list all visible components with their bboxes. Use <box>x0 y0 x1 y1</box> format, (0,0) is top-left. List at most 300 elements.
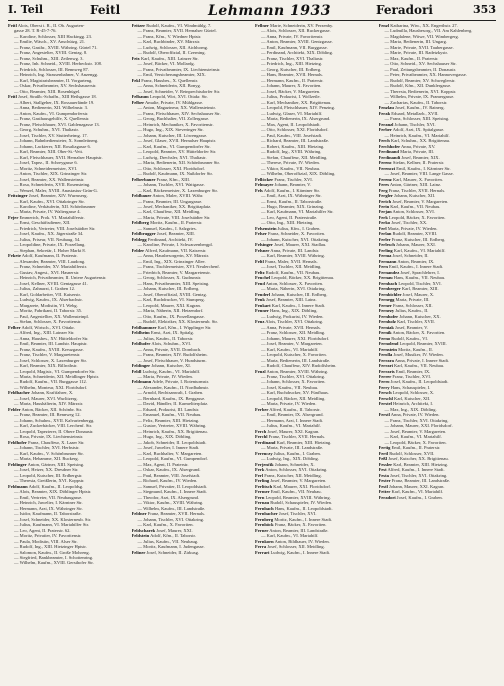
directory-subentry: — Franz, Beamter, III. Rennweg 12. <box>14 412 81 418</box>
entry-surname: Ferl <box>255 472 264 478</box>
entry-details: Emil, Kaufm., I. Kärntner Str. <box>395 165 451 171</box>
directory-subentry: — Max, Kaufm., II. Praterstr. <box>384 55 439 61</box>
entry-surname: Ferenczi <box>378 165 396 171</box>
directory-subentry: — Theodor, Arzt, IX. Alsergrund. <box>137 494 200 500</box>
directory-subentry: — Magdalene, Witwe, VII. Wimbergerg. <box>384 33 459 39</box>
directory-subentry: — Leopold, Kaufm., VI. Gumpendorf. <box>137 456 209 462</box>
directory-subentry: — Karl, Chauffeur, XII. Meidling. <box>137 209 201 215</box>
entry-surname: Feldmann <box>131 379 152 385</box>
directory-subentry: — Emil, Vertreter, VII. Neubaugasse. <box>14 494 83 500</box>
directory-subentry: — Therese, Private, IV. Wieden. <box>261 160 320 166</box>
entry-details: Alois, Tischler, XVI. Ottakring. <box>264 319 324 325</box>
entry-surname: Ferma <box>378 253 392 259</box>
directory-subentry: — Maria, Private, III. Landstraße. <box>261 445 324 451</box>
entry-surname: Fenkart <box>255 302 271 308</box>
entry-details: Eduard, Metallarb., XVII. <box>390 110 439 116</box>
directory-subentry: — Gustav, Angest., XVI. Hasnerstr. <box>14 269 80 275</box>
entry-details: Adolf, Kaufm., I. Kärntner Str. <box>262 187 320 193</box>
directory-subentry: — Josef, Oberoffizial, XVIII. Gentzg. <box>137 291 207 297</box>
directory-subentry: — Karl, Kaufmann, VI. Mariahilfer Str. <box>261 209 334 215</box>
directory-subentry: — Josef, Beamter, VIII. Lange Gasse. <box>384 171 454 177</box>
entry-surname: Fester <box>378 478 391 484</box>
entry-surname: Feldner <box>131 511 147 517</box>
directory-subentry: — Ludwig, Drechsler, XVI. Thaliastr. <box>137 154 207 160</box>
entry-surname: Fekl <box>131 77 141 83</box>
directory-subentry: — Heinrich, Juwelier, I. Kärntner Str. <box>14 500 83 506</box>
directory-subentry: — Isidor, Kaufmann, II. Taborstraße. <box>14 511 82 517</box>
directory-subentry: — Julius, Prokurist, I. Wollzeile. <box>261 94 321 100</box>
entry-surname: Fenchel <box>255 275 271 281</box>
entry-surname: Ferchhofer <box>378 143 401 149</box>
directory-subentry: — Franz, Tischler, XVI. Ottakring. <box>384 417 449 423</box>
entry-details: Leopold, Beamter, XVIII. Währing. <box>264 494 331 500</box>
entry-details: Franz, Kutscher, III. Erdberg. <box>390 236 446 242</box>
entry-details: Josef, Maurer, XXI. Stadlau. <box>272 242 327 248</box>
directory-subentry: — Theresia, Bedienerin, XVI. Koppstr. <box>384 88 457 94</box>
directory-subentry: — Georg, Kutscher, III. Erdberg. <box>261 66 322 72</box>
entry-details: Johann, Kutscher, XII. <box>392 193 436 199</box>
directory-subentry: — Max, Agent, II. Leopoldstadt. <box>261 121 321 127</box>
entry-details: Karl, Beamter, XIII. Hietzing. <box>275 439 332 445</box>
directory-subentry: — Johann, Tischler, XVI. Ottakring. <box>137 516 205 522</box>
entry-details: Anton, Gärtner, XIII. Lainz. <box>389 182 442 188</box>
entry-details: Alfred, Kaufmann, VII. Kaiserstr. <box>144 247 207 253</box>
directory-subentry: — Johann, Tischler, XVI. Herbststr. <box>14 445 80 451</box>
entry-details: Franz, Tischler, XVII. Hernals. <box>267 434 326 440</box>
entry-surname: Ferler <box>378 236 391 242</box>
directory-subentry: — Moritz, Privatier, IV. Favoritenstr. <box>14 533 82 539</box>
entry-details: Adolf, Kaufm., II. Leopoldsg. <box>27 483 84 489</box>
entry-details: Julius, Kfm., I. Graben. <box>276 225 321 231</box>
directory-subentry: — Hans, Beamter, XVII. Hernals. <box>261 72 323 78</box>
directory-subentry: — Franz, Gasthausgehilfe, X. Quellenstr. <box>14 116 90 122</box>
header-rule <box>8 20 496 21</box>
entry-surname: Fessler <box>378 461 393 467</box>
entry-surname: Fernau <box>378 275 393 281</box>
directory-subentry: — Emil, Beamter, III. Landstr. Hauptstr. <box>14 341 88 347</box>
directory-subentry: — Heinrich, Kaufm., XX. Brigittenau. <box>137 428 208 434</box>
entry-details: Karl, Kaufm., VII. Neubau. <box>392 363 445 369</box>
entry-surname: Fenz <box>255 319 265 325</box>
directory-subentry: — Rudolf, Oberoffizial, II. Czerning. <box>137 50 206 56</box>
directory-subentry: — Wilhelm, Kaufm., XVIII. Gersthofer Str. <box>14 560 94 566</box>
entry-details: Josef, Schneider, II. Zirkusg. <box>145 549 200 555</box>
directory-subentry: — Josef, Beamter, V. Margareten. <box>261 341 323 347</box>
entry-details: Josef, Schneider, II. <box>391 253 429 259</box>
directory-columns <box>8 23 498 682</box>
entry-surname: Fermer <box>255 489 270 495</box>
entry-details: Adolf, Kfm., II. Taborstr. <box>149 533 196 539</box>
directory-subentry: — Hans, Privatbeamter, XIII. Speising. <box>137 280 210 286</box>
directory-subentry: — Maria, Hebamme, XII. Ruckerg. <box>14 456 79 462</box>
entry-surname: Fersch <box>378 390 392 396</box>
entry-surname: Felsinger <box>255 242 273 248</box>
entry-details: Anton, Bäcker, X. Favoriten. <box>391 330 446 336</box>
entry-details: Josef, Sprachlehrer, I. <box>399 269 440 275</box>
directory-subentry: — Ernst, Geschäftsdiener, XII. <box>14 220 71 226</box>
entry-details: Julius, Kaufm., II. <box>394 308 429 314</box>
entry-details: Anton, Schlosser, XVI. Ottakring. <box>264 467 328 473</box>
entry-details: Katharina, Wtw., XX. Engerthstr. 27. <box>389 23 458 28</box>
directory-subentry: — Hugo, Beamter, XIX. Grinzing. <box>261 203 325 209</box>
entry-details: Maria, Private, III. <box>398 149 435 155</box>
directory-subentry: — Maria, Private, IV. Wieden. <box>261 401 317 407</box>
entry-details: Karl, Kaufm., VI. Mariahilf. <box>392 247 446 253</box>
directory-subentry: — Friedrich, Schlosser, III. Rennweg 87. <box>14 66 89 72</box>
entry-details: Hans, Kaufm., VII. Neubau. <box>392 275 446 281</box>
entry-details: Hans, Ing., XIX. Döbling. <box>268 308 318 314</box>
entry-details: Karl, Maurer, X. Favoriten. <box>391 176 443 182</box>
directory-subentry: — Karl, Beamter, XVIII. Währing. <box>261 253 325 259</box>
directory-subentry: — Karl, Kaufm., VI. Gumpendorfer Str. <box>137 143 211 149</box>
column-2 <box>132 23 252 682</box>
directory-subentry: — Maria, Bedienerin, IX. Alsergrund. <box>261 116 331 122</box>
entry-surname: Fenk <box>255 297 265 303</box>
entry-surname: Felsner <box>255 247 270 253</box>
entry-details: Ludwig, Kaufm., VI. Mariahilf. <box>141 368 201 374</box>
entry-details: Rudolf, Kaufm., VI. <box>390 335 429 341</box>
directory-subentry: — Max, Agent, II. Praterstr. <box>137 461 189 467</box>
entry-details: Maria, Private, III. <box>394 297 430 303</box>
directory-subentry: — Leopold, Bäcker, X. Favoriten. <box>384 439 447 445</box>
directory-subentry: — Maria, Private, IV. Waltergasse 4. <box>14 209 81 215</box>
entry-surname: Feix <box>131 55 140 61</box>
entry-details: Anton, Schlosser, XVI. <box>391 209 435 215</box>
entry-surname: Ferch <box>255 428 267 434</box>
directory-subentry: — Karl, Buchhalter, V. Margareten. <box>137 450 203 456</box>
directory-subentry: — Otto, Schlosser, XXI. Floridsdorf. <box>137 165 206 171</box>
directory-subentry: — Emil, Kaufmann, VII. Burggasse. <box>261 44 328 50</box>
directory-subentry: — Siegmund, Kaufm., I. Innere Stadt. <box>137 489 207 495</box>
directory-subentry: — Oskar, Kaufm., IX. Alsergrund. <box>137 467 201 473</box>
entry-surname: Fernberger <box>378 286 401 292</box>
directory-subentry: — Leopold, Maurer, XXI. Kagran. <box>137 302 201 308</box>
entry-surname: Festa <box>378 472 389 478</box>
entry-surname: Feitzinger <box>8 193 28 199</box>
directory-subentry: — Paul, Angestellter, XX. Wallensteinpl. <box>14 313 89 319</box>
directory-subentry: — Josef, Juwelier, I. Innere Stadt. <box>137 445 200 451</box>
entry-details: Josef, Beamter, XIII. Lainz. <box>264 297 317 303</box>
directory-subentry: — Maria, Bedienerin, XII. Schönbrunner Str. <box>137 160 220 166</box>
entry-surname: Feitl <box>8 23 17 28</box>
directory-subentry: — Karl, Fleischhauer, XVII. Hernalser Hauptstr. <box>14 154 103 160</box>
entry-surname: Fernolend <box>378 341 399 347</box>
entry-details: Alfred, Kaufm., I. Innere Stadt. <box>386 467 445 473</box>
directory-subentry: — Johann, Maurer, X. Favoriten. <box>261 83 322 89</box>
directory-subentry: — Maria, Bedienerin, III. Ungarg. <box>384 39 448 45</box>
entry-details: Ernst, Arzt, IX. Spitalg. <box>149 330 194 336</box>
entry-surname: Fernbach <box>378 280 398 286</box>
entry-surname: Fertig <box>378 445 391 451</box>
entry-details: Franz, Bäcker, X. Favoriten. <box>273 522 327 528</box>
entry-details: Rudolf, Schlosser, XVII. <box>388 450 435 456</box>
entry-details: Franz, Hausbes., X. Quellenstr. <box>140 77 199 83</box>
directory-subentry: — Johann, Maurer, XXI. Floridsdorf. <box>384 423 453 429</box>
directory-subentry: — Maria, Private, VIII. Josefstädter Str. <box>137 214 211 220</box>
entry-surname: Feradori <box>378 494 396 500</box>
directory-subentry: — Franz, Tischler, XVI. Ottakring. <box>261 374 325 379</box>
directory-subentry: — Johann, Kutscher, XVI. Ottakring. <box>261 236 330 242</box>
directory-subentry: — Ludwig, Glaser, VI. Mariahilf. <box>261 110 323 116</box>
directory-subentry: — Anton, Magazineur, XX. Wallensteinstr. <box>137 105 216 111</box>
directory-subentry: — Leo, Agent, II. Praterstr. 62. <box>14 527 71 533</box>
directory-subentry: — Emil, Beamter, IX. Alsergrund. <box>261 412 324 418</box>
directory-subentry: — Karoline, Verkäuferin, XII. Schönbrunner <box>14 203 96 209</box>
entry-details: Adolf, Kaufmann, II. Praterstr. <box>20 253 78 259</box>
entry-details: Rudolf, Beamter, XVIII. <box>391 231 438 237</box>
directory-subentry: — Stefan, Chauffeur, XII. Meidling. <box>261 154 328 160</box>
entry-details: Josef, Tischler, XVI. Ottakring. <box>388 472 448 478</box>
directory-subentry: — Franz, Fleischhauer, XIV. Sechshauser Str. <box>137 110 221 116</box>
entry-surname: Ferl <box>378 225 387 231</box>
entry-surname: Feldegg <box>131 236 147 242</box>
entry-surname: Ferdinandi <box>378 154 401 160</box>
entry-details: Hans, Schauspieler, I. <box>389 384 431 390</box>
page-header <box>8 3 496 19</box>
entry-surname: Ferlan <box>378 231 392 237</box>
entry-details: Emil, Kaufm., I. Innere Stadt. <box>387 264 444 270</box>
entry-details: Emil, Kaufm., VII. Neubau. <box>269 489 322 495</box>
entry-details: Josef, Kaufm., IV. Rainerg. <box>393 105 445 111</box>
directory-subentry: — Julius, Zahnarzt, I. Graben 12. <box>14 286 75 292</box>
entry-surname: Feldinger <box>131 363 151 369</box>
section-label: I. Teil <box>8 3 44 16</box>
directory-subentry: — Anna, Bedienerin, XII. Wilhelmstr. 3. <box>14 105 88 111</box>
entry-surname: Fest <box>378 467 387 473</box>
entry-details: Josef, Tischler, XX. <box>390 220 428 226</box>
directory-subentry: — Alois, Beamter, XIX. Döblinger Hptstr. <box>14 489 92 495</box>
directory-subentry: — Franz, Gasthr., XVIII. Währing. Gürtel 71. <box>14 44 98 50</box>
entry-details: Anton, Beamter, XVIII. Währing. <box>265 368 328 374</box>
entry-details: Franz, Tischler, XVI. <box>273 176 313 182</box>
entry-surname: Feldberg <box>131 220 149 226</box>
directory-subentry: — Anna, Hausbesorgerin, XV. Märzstr. <box>137 253 210 259</box>
directory-subentry: — Julius, Kaufm., II. Taborstr. <box>137 335 194 341</box>
entry-surname: Ferak <box>378 110 391 116</box>
entry-details: Johann, Kutscher, III. Erdberg. <box>270 291 328 297</box>
directory-subentry: — Friedrich, Ing., XIII. Hietzing. <box>261 61 322 67</box>
directory-subentry: — Siegfried, Bankbeamter, I. Schottenring. <box>14 554 94 560</box>
directory-subentry: — Johann, Lackierer, XII. Rosaliagasse 6. <box>14 143 91 149</box>
directory-subentry: — Franz, Schlosser, XII. Meidling. <box>261 330 326 336</box>
directory-subentry: — David, Händler, II. Karmeliterplatz. <box>137 401 209 407</box>
entry-details: Josef, Tischler, XVI. <box>277 511 317 517</box>
entry-surname: Ferrari <box>378 363 393 369</box>
directory-subentry: — Josef, Kaufm., XX. Jägerstraße 34. <box>14 231 84 237</box>
entry-surname: Ferjan <box>378 209 392 215</box>
directory-subentry: — Maria, Schneiderin, XII. Meidlinger Hptstr. <box>14 374 99 379</box>
entry-details: Anna, Private, XV. <box>400 143 436 149</box>
entry-details: Josef, Maurer, XXI. Kagran. <box>266 428 320 434</box>
directory-subentry: — Marie, Private, III. Radetzkystr. <box>384 50 448 56</box>
directory-subentry: — Franz, Kaufm., XVIII. Kreuzgasse. <box>14 346 84 352</box>
directory-subentry: — Alois, Schlosser, XII. Ruckergasse. <box>261 28 331 34</box>
entry-details: Adolf, Arzt, IX. Spitalgasse. <box>391 127 445 133</box>
directory-subentry: — Rudolf, Kaufmann, IX. Nußdorfer Str. <box>137 171 213 177</box>
directory-subentry: — Wenzel, Maler, XVIII. Anastasius-Grün-G. <box>14 187 98 193</box>
entry-details: Johann, Schneider, X. <box>273 461 315 467</box>
directory-subentry: — Salomon, Kaufm., II. Große Mohreng. <box>14 549 90 555</box>
directory-subentry: — Johann, Maurer, XXI. Floridsdorf. <box>261 335 330 341</box>
entry-surname: Fernandez <box>378 269 400 275</box>
directory-subentry: — Hermann, Kaufm., II. Praterstr. <box>261 77 324 83</box>
directory-subentry: — Moritz, Fabrikant, II. Taborstr. 35. <box>14 308 83 314</box>
directory-subentry: — Samuel, Privatier, II. Leopoldstadt. <box>137 483 208 489</box>
entry-surname: Feldhofer <box>131 341 151 347</box>
entry-details: Karl, Schuhm., XX. Brigittenau. <box>389 138 451 144</box>
directory-subentry: — Georg, Buchhalter, VII. Zollergasse. <box>137 116 210 122</box>
directory-subentry: — Ludwig, Ing., XIX. Döbling. <box>261 456 319 462</box>
directory-subentry: — Josef, Beamter, XX. Wallensteinstr. <box>14 176 85 182</box>
entry-surname: Fetter <box>378 489 391 495</box>
entry-details: Anna, Private, III. Landstr. <box>269 247 320 253</box>
directory-subentry: — Josef, Bäcker, VI. Mollardg. <box>137 61 195 67</box>
entry-surname: Fernik <box>378 330 392 336</box>
entry-details: Moritz, Kaufm., II. Praterstr. <box>148 220 203 226</box>
directory-subentry: — Franz, Schneider, XV. Mariahilferstr. <box>14 264 87 270</box>
directory-subentry: — Rudolf, Ing., XVIII. Währing. <box>261 149 322 155</box>
entry-details: Alois, Oberst i. R., II. Ob. Augarten- <box>16 23 85 28</box>
directory-subentry: — Paul, Kaufm., VIII. Josefstadt. <box>261 132 323 138</box>
directory-subentry: — Karl, Kaufm., V. Schönbrunner Str. <box>14 450 84 456</box>
entry-surname: Ferling <box>378 247 393 253</box>
directory-subentry: — Ludwig, Schlosser, XII. Aichhorng. <box>137 44 209 50</box>
entry-details: Josef, Schlosser, XII. Meidling. <box>266 544 325 550</box>
directory-subentry: — Karl, Bäckermeister, X. Laxenburger Str. <box>137 187 218 193</box>
entry-details: Leopold, Tischler, XVI. <box>397 280 442 286</box>
entry-surname: Ferdinand <box>378 149 399 155</box>
directory-subentry: — Rudolf, Chauffeur, XIV. Rudolfsheim. <box>261 363 337 369</box>
entry-surname: Feranzl <box>378 121 394 127</box>
directory-subentry: — Viktor, Kaufm., VII. Neubau. <box>261 165 321 171</box>
directory-subentry: — Johann, Schuhm., XVII. Kalvarienbergg. <box>14 417 95 423</box>
entry-surname: Feliner <box>131 549 146 555</box>
directory-subentry: — Karl, Buchdrucker, XV. Fünfhaus. <box>261 390 329 396</box>
entry-details: Ferdinand, Architekt, IV. <box>146 236 194 242</box>
entry-surname: Ferling <box>255 478 270 484</box>
entry-details: Anton, Schlosser, X. Favoriten. <box>264 280 324 286</box>
directory-subentry: — Felix, Beamter, XIII. Hietzing. <box>137 417 200 423</box>
entry-surname: Ferenczy <box>255 450 273 456</box>
directory-subentry: — Maria, Haushälterin, XIV. Märzstr. <box>14 401 84 407</box>
directory-subentry: — Josef, Tischler, XV. Stutterheimg. 17. <box>14 132 88 138</box>
directory-subentry: — Rosa, Schneiderin, XVII. Rosensteing. <box>14 182 91 188</box>
directory-subentry: — Eduard, Prokurist, III. Landstr. <box>137 406 200 412</box>
entry-surname: Ferrer <box>378 374 392 379</box>
directory-subentry: — Arnold, Rechtsanwalt, I. Graben. <box>137 390 204 396</box>
directory-subentry: — Emanuel, Kaufm., VII. Neubau. <box>137 412 202 418</box>
entry-surname: Fernkorn <box>255 538 274 544</box>
entry-surname: Ferg <box>378 187 388 193</box>
entry-details: Josef, Kutscher, XX. Brigittenau. <box>387 456 449 462</box>
entry-surname: Feldinger <box>8 461 27 467</box>
entry-surname: Festl <box>378 483 388 489</box>
entry-details: Rudolf, Kaufm., VII. Neubau. <box>264 269 321 275</box>
entry-details: Josef, Beamter, V. Margareten. <box>269 478 327 484</box>
entry-surname: Felsenstein <box>255 225 277 231</box>
entry-surname: Feldhammer <box>131 324 157 330</box>
entry-details: Franz, Tischler, XVI. <box>391 374 432 379</box>
directory-subentry: — Otto, Ing., XIII. Hietzing. <box>261 220 314 226</box>
entry-details: Karl, Kutscher, XII. <box>392 395 431 401</box>
directory-subentry: — Wilhelm, Private, IX. Pramergasse. <box>384 94 455 100</box>
directory-subentry: — Karl, Zuckerbäcker, VIII. Lerchenf. Str. <box>14 423 93 429</box>
directory-subentry: — Josef, Schlosser, X. Laxenburger Str. <box>14 357 87 363</box>
entry-surname: Felbaum <box>131 94 149 100</box>
directory-subentry: — Josef, Mechaniker, XX. Brigittaplatz. <box>137 203 212 209</box>
header-keyword-left: Feitl <box>90 3 121 17</box>
entry-details: Adolf, Wirtsch., XVI. Ottakr. <box>20 324 75 330</box>
directory-subentry: — Jakob, Schneider, II. Leopoldstadt. <box>137 439 207 445</box>
directory-subentry: — Rudolf, Ing., XIII. Hietzinger Hptstr. <box>14 544 87 550</box>
directory-subentry: — Otto, Schlosser, XXI. Floridsdorf. <box>261 127 329 133</box>
entry-surname: Ferdinand <box>255 439 276 445</box>
entry-surname: Ferenc <box>378 160 392 166</box>
entry-surname: Ferrara <box>378 357 394 363</box>
directory-subentry: — Heinrich, Ing. Strassenbahner, V. Anzengg. <box>14 72 99 78</box>
directory-subentry: — Friedrich, Beamter, V. Margaretenstr. <box>137 269 211 275</box>
directory-subentry: — Moritz, Kaufmann, I. Judengasse. <box>137 544 205 550</box>
entry-details: Julius, Kaufm., I. Graben. <box>272 450 321 456</box>
directory-subentry: — Rosa, Private, IX. Liechtensteinstr. <box>14 434 84 440</box>
directory-subentry: — Anna, Private, XVII. Dornbach. <box>137 346 202 352</box>
entry-surname: Ferry <box>378 384 390 390</box>
directory-subentry: — Heinrich, Mechaniker, X. Favoritenstr. <box>137 121 214 127</box>
entry-surname: Ferolla <box>378 352 393 358</box>
directory-subentry: — Gustav, Vertreter, XVIII. Währing. <box>137 423 207 429</box>
entry-details: Anton, Bildhauer, IV. Wieden. <box>273 538 330 544</box>
entry-details: Franz, Chauffeur, X. Laaer Str. <box>26 439 85 445</box>
directory-entry <box>132 550 252 555</box>
entry-details: Karl, Beamter, XIII. <box>400 286 439 292</box>
entry-details: Anton, Bäcker, XII. Schönbr. Str. <box>20 406 83 412</box>
directory-subentry: — Paul, Zeitungsbeamter, II. Donaustr. <box>384 66 457 72</box>
entry-surname: Feldhofer <box>8 439 27 445</box>
entry-details: Franz, Kfm., XIII. <box>155 176 190 182</box>
directory-subentry: — Hugo, Ing., XIX. Sieveringer Str. <box>137 127 204 133</box>
directory-subentry: — Josef, Bäcker, V. Margareten. <box>261 88 321 94</box>
page-number: 353 <box>473 3 496 16</box>
directory-subentry: — Stefan, Schlosser, X. Favoritenstr. <box>14 319 82 325</box>
directory-subentry: — Julius, Kaufm., VI. Mariahilf. <box>261 423 321 429</box>
entry-surname: Fern <box>255 494 265 500</box>
directory-subentry: — Karoline, Private, I. Schwarzenbergpl. <box>137 242 213 248</box>
entry-surname: Fernberg <box>255 516 274 522</box>
entry-surname: Felberbauer <box>131 176 156 182</box>
directory-subentry: — Albert, Stallgeher, IX. Rossauerlände 19. <box>14 99 95 105</box>
entry-details: Anton, Gärtner, XIII. Speising. <box>26 461 85 467</box>
directory-subentry: — Viktor, Kaufm., XVIII. Währing. <box>137 500 204 506</box>
entry-surname: Fernau <box>255 500 270 506</box>
entry-details: Johann, Kraftfahrer, X. <box>29 390 74 396</box>
column-4 <box>379 23 499 682</box>
directory-subentry: — Johann, Schlosser, X. Favoriten. <box>261 379 326 385</box>
entry-details: Franz, Maler, XVII. Hernals. <box>263 258 318 264</box>
entry-details: Franz, Schlosser, XII. <box>391 302 433 308</box>
directory-subentry: — Karl, Buchdrucker, VI. Stumperg. <box>137 297 205 303</box>
directory-subentry: — Stephan, Sekretär, I. Hoher Markt 8. <box>14 247 86 253</box>
directory-subentry: — Julius, Friseur, VII. Neubaug. 54. <box>14 236 81 242</box>
directory-subentry: — Anna, Private, IV. Favoritenstr. <box>261 33 324 39</box>
directory-subentry: — Josef, Fleischhauer, V. Hundsturm. <box>137 357 207 363</box>
directory-subentry: — Leopold, Bäcker, XII. Meidling. <box>261 395 326 401</box>
entry-details: Karl, Kaufm., XIII. Lainzer Str. <box>139 55 199 61</box>
entry-details: Moritz, Kaufm., II. <box>396 346 433 352</box>
entry-details: Franz, Beamter, III. Landstraße. <box>390 478 451 484</box>
directory-entry <box>255 550 375 555</box>
directory-subentry: — Anton, Tischler, XIX. Grinzinger Str. <box>14 171 88 177</box>
directory-subentry: — Karl, Buchbinder, XV. Märzstr. <box>137 39 201 45</box>
